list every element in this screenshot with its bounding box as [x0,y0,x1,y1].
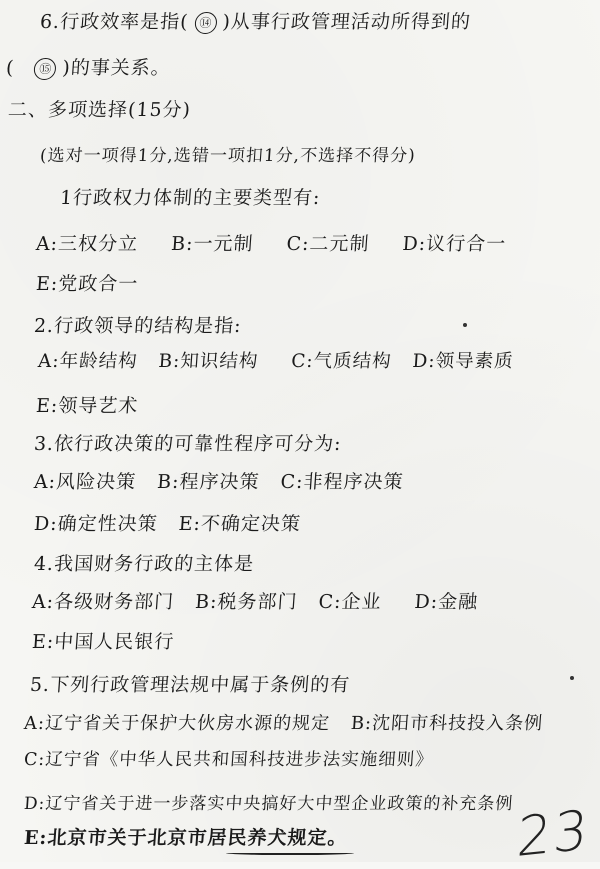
q1-option-c: C:二元制 [285,233,371,255]
q4-option-b: B:税务部门 [194,591,299,613]
q1-option-b: B:一元制 [170,233,255,255]
question-3-options-row-1 [33,470,404,494]
blank-15-marker: ⑮ [34,58,58,80]
q5-option-b: B:沈阳市科技投入条例 [350,713,544,734]
section-heading-multiple-choice: 二、多项选择(15分) [7,99,192,121]
question-3-stem: 3.依行政决策的可靠性程序可分为: [33,433,343,455]
q3-option-d: D:确定性决策 [33,513,159,535]
q2-option-b: B:知识结构 [157,351,260,372]
q5-option-e: E:北京市关于北京市居民养犬规定。 [23,827,349,849]
q3-option-b: B:程序决策 [156,471,261,493]
question-6-line-2 [5,56,172,80]
section-instructions: (选对一项得1分,选错一项扣1分,不选择不得分) [39,146,417,166]
question-1-stem: 1行政权力体制的主要类型有: [59,187,322,209]
q6-text-c: ( [5,57,16,79]
q3-option-e: E:不确定决策 [177,513,302,535]
question-2-stem: 2.行政领导的结构是指: [33,315,243,337]
q1-option-a: A:三权分立 [35,233,139,255]
question-2-options-row-1 [37,350,514,374]
q2-option-e: E:领导艺术 [35,395,140,417]
q5-option-a: A:辽宁省关于保护大伙房水源的规定 [23,713,331,734]
q4-option-a: A:各级财务部门 [31,591,175,613]
question-5-stem: 5.下列行政管理法规中属于条例的有 [29,674,351,696]
q4-option-e: E:中国人民银行 [31,631,176,653]
q3-option-a: A:风险决策 [33,471,137,493]
question-5-options-row-1 [23,712,544,736]
q1-option-e: E:党政合一 [35,273,140,295]
q2-option-a: A:年龄结构 [37,351,139,372]
blank-14-marker: ⑭ [194,12,218,34]
q4-option-d: D:金融 [413,591,480,613]
question-3-options-row-2 [33,512,302,536]
page-number: 23 [515,797,593,869]
question-4-stem: 4.我国财务行政的主体是 [33,553,255,575]
q3-option-c: C:非程序决策 [279,471,405,493]
underline-mark [226,850,354,855]
q6-text-d: )的事关系。 [61,57,172,79]
q4-option-c: C:企业 [317,591,383,613]
ink-dot [463,323,467,327]
q5-option-c: C:辽宁省《中华人民共和国科技进步法实施细则》 [23,750,435,770]
q5-option-d: D:辽宁省关于进一步落实中央搞好大中型企业政策的补充条例 [23,794,515,814]
ink-dot [570,676,574,680]
question-4-options-row-1 [31,590,479,614]
question-6-line-1 [39,10,472,34]
q6-text-a: 6.行政效率是指( [39,11,190,33]
question-1-options-row-1 [35,232,507,256]
q6-text-b: )从事行政管理活动所得到的 [221,11,472,33]
q1-option-d: D:议行合一 [401,233,508,255]
q2-option-c: C:气质结构 [290,351,393,372]
q2-option-d: D:领导素质 [411,351,515,372]
